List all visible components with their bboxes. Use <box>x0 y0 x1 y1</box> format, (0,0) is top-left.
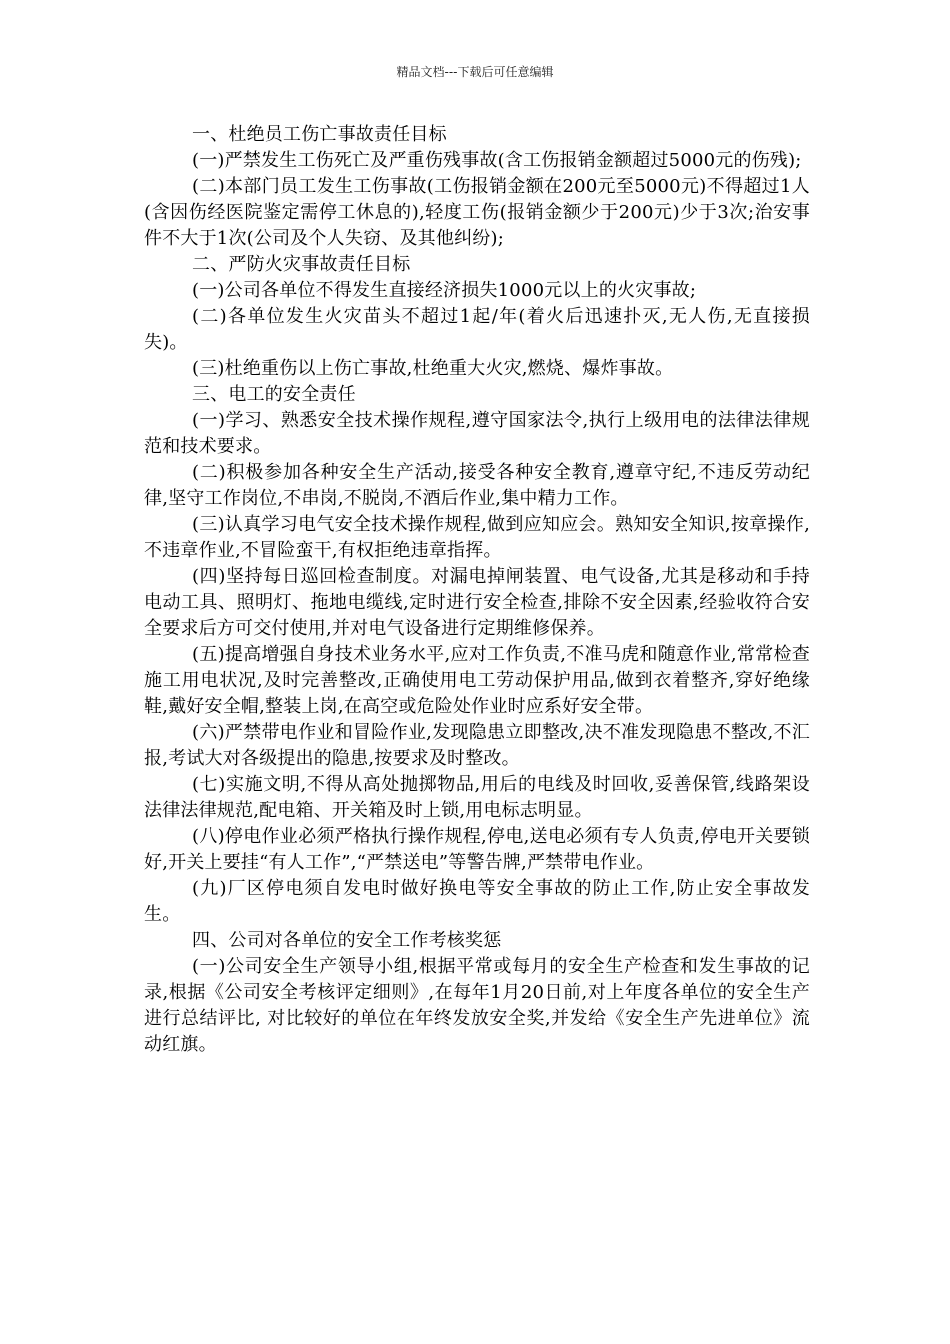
paragraph: (九)厂区停电须自发电时做好换电等安全事故的防止工作,防止安全事故发生。 <box>144 878 810 925</box>
section-heading: 二、严防火灾事故责任目标 <box>192 254 411 275</box>
section-heading: 一、杜绝员工伤亡事故责任目标 <box>192 124 447 145</box>
document-body <box>144 122 810 1058</box>
paragraph: (八)停电作业必须严格执行操作规程,停电,送电必须有专人负责,停电开关要锁好,开关上要挂“有人工作”,“严禁送电”等警告牌,严禁带电作业。 <box>144 826 810 873</box>
paragraph: (一)严禁发生工伤死亡及严重伤残事故(含工伤报销金额超过5000元的伤残); <box>192 150 802 171</box>
paragraph: (三)认真学习电气安全技术操作规程,做到应知应会。熟知安全知识,按章操作,不违章作业,不冒险蛮干,有权拒绝违章指挥。 <box>144 514 810 561</box>
paragraph: (二)积极参加各种安全生产活动,接受各种安全教育,遵章守纪,不违反劳动纪律,坚守工作岗位,不串岗,不脱岗,不酒后作业,集中精力工作。 <box>144 462 810 509</box>
paragraph: (一)学习、熟悉安全技术操作规程,遵守国家法令,执行上级用电的法律法律规范和技术要求。 <box>144 410 810 457</box>
paragraph: (二)各单位发生火灾苗头不超过1起/年(着火后迅速扑灭,无人伤,无直接损失)。 <box>144 306 810 353</box>
paragraph: (四)坚持每日巡回检查制度。对漏电掉闸装置、电气设备,尤其是移动和手持电动工具、照明灯、拖地电缆线,定时进行安全检查,排除不安全因素,经验收符合安全要求后方可交付使用,并对电气设备进行定期维修保养。 <box>144 566 810 639</box>
paragraph: (一)公司安全生产领导小组,根据平常或每月的安全生产检查和发生事故的记录,根据《公司安全考核评定细则》,在每年1月20日前,对上年度各单位的安全生产进行总结评比, 对比较好的单位在年终发放安全奖,并发给《安全生产先进单位》流动红旗。 <box>144 956 810 1055</box>
paragraph: (一)公司各单位不得发生直接经济损失1000元以上的火灾事故; <box>192 280 697 301</box>
paragraph: (五)提高增强自身技术业务水平,应对工作负责,不准马虎和随意作业,常常检查施工用电状况,及时完善整改,正确使用电工劳动保护用品,做到衣着整齐,穿好绝缘鞋,戴好安全帽,整装上岗,在高空或危险处作业时应系好安全带。 <box>144 644 810 717</box>
paragraph: (六)严禁带电作业和冒险作业,发现隐患立即整改,决不准发现隐患不整改,不汇报,考试大对各级提出的隐患,按要求及时整改。 <box>144 722 810 769</box>
paragraph: (二)本部门员工发生工伤事故(工伤报销金额在200元至5000元)不得超过1人(含因伤经医院鉴定需停工休息的),轻度工伤(报销金额少于200元)少于3次;治安事件不大于1次(公司及个人失窃、及其他纠纷); <box>144 176 810 249</box>
page-header: 精品文档---下载后可任意编辑 <box>396 65 554 79</box>
paragraph: (七)实施文明,不得从高处抛掷物品,用后的电线及时回收,妥善保管,线路架设法律法律规范,配电箱、开关箱及时上锁,用电标志明显。 <box>144 774 810 821</box>
section-heading: 四、公司对各单位的安全工作考核奖惩 <box>192 930 502 951</box>
paragraph: (三)杜绝重伤以上伤亡事故,杜绝重大火灾,燃烧、爆炸事故。 <box>192 358 674 379</box>
section-heading: 三、电工的安全责任 <box>192 384 356 405</box>
